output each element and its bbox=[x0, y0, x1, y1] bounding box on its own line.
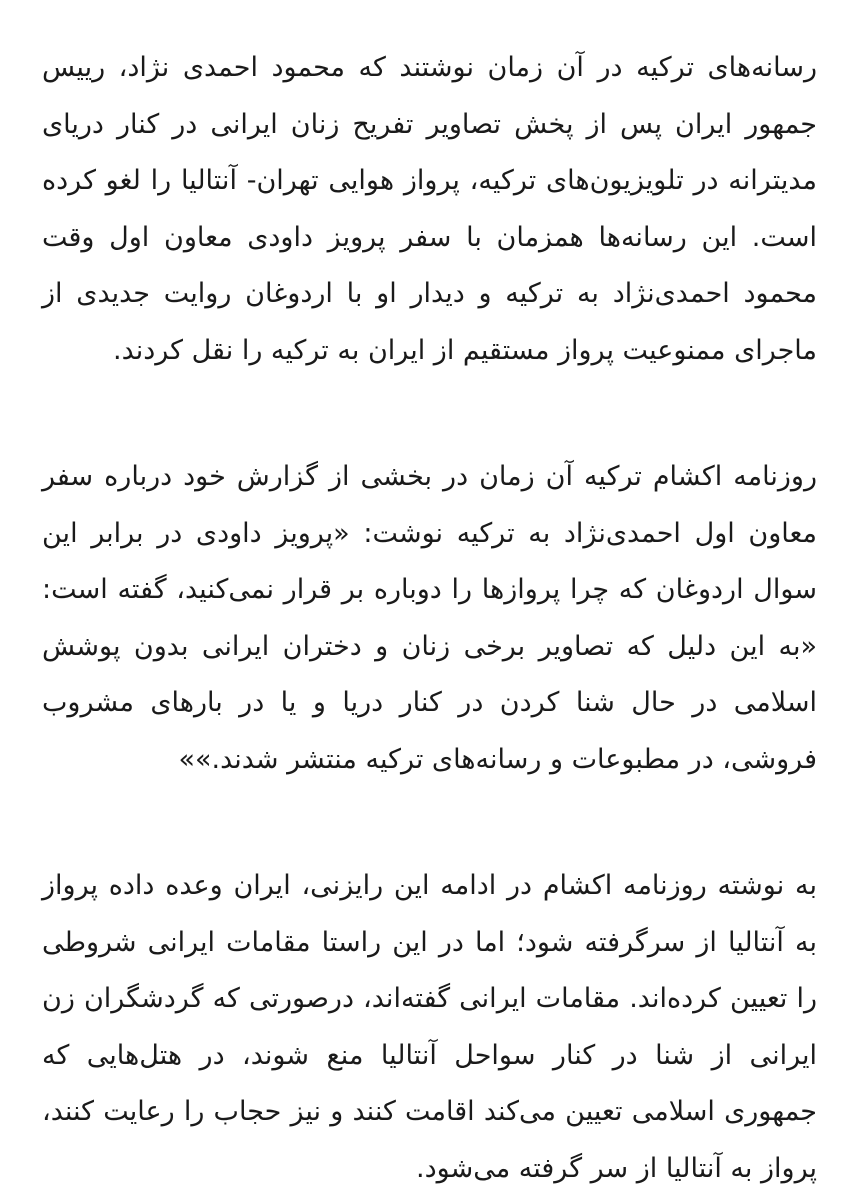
article-paragraph-1: رسانه‌های ترکیه در آن زمان نوشتند که محمود احمدی نژاد، رییس جمهور ایران پس از پخش تصاویر تفریح زنان ایرانی در کنار دریای مدیترانه در تلویزیون‌های ترکیه، پرواز هوایی تهران- آنتالیا را لغو کرده است. این رسانه‌ها همزمان با سفر پرویز داودی معاون اول وقت محمود احمدی‌نژاد به ترکیه و دیدار او با اردوغان روایت جدیدی از ماجرای ممنوعیت پرواز مستقیم از ایران به ترکیه را نقل کردند. bbox=[42, 52, 817, 366]
article-paragraph-2: روزنامه اکشام ترکیه آن زمان در بخشی از گزارش خود درباره سفر معاون اول احمدی‌نژاد به ترکیه نوشت: «پرویز داودی در برابر این سوال اردوغان که چرا پروازها را دوباره بر قرار نمی‌کنید، گفته است: «به این دلیل که تصاویر برخی زنان و دختران ایرانی بدون پوشش اسلامی در حال شنا کردن در کنار دریا و یا در بارهای مشروب فروشی، در مطبوعات و رسانه‌های ترکیه منتشر شدند.»» bbox=[42, 461, 817, 775]
article-paragraph-3: به نوشته روزنامه اکشام در ادامه این رایزنی، ایران وعده داده پرواز به آنتالیا از سرگرفته شود؛ اما در این راستا مقامات ایرانی شروطی را تعیین کرده‌اند. مقامات ایرانی گفته‌اند، درصورتی که گردشگران زن ایرانی از شنا در کنار سواحل آنتالیا منع شوند، در هتل‌هایی که جمهوری اسلامی تعیین می‌کند اقامت کنند و نیز حجاب را رعایت کنند، پرواز به آنتالیا از سر گرفته می‌شود. bbox=[42, 870, 817, 1184]
